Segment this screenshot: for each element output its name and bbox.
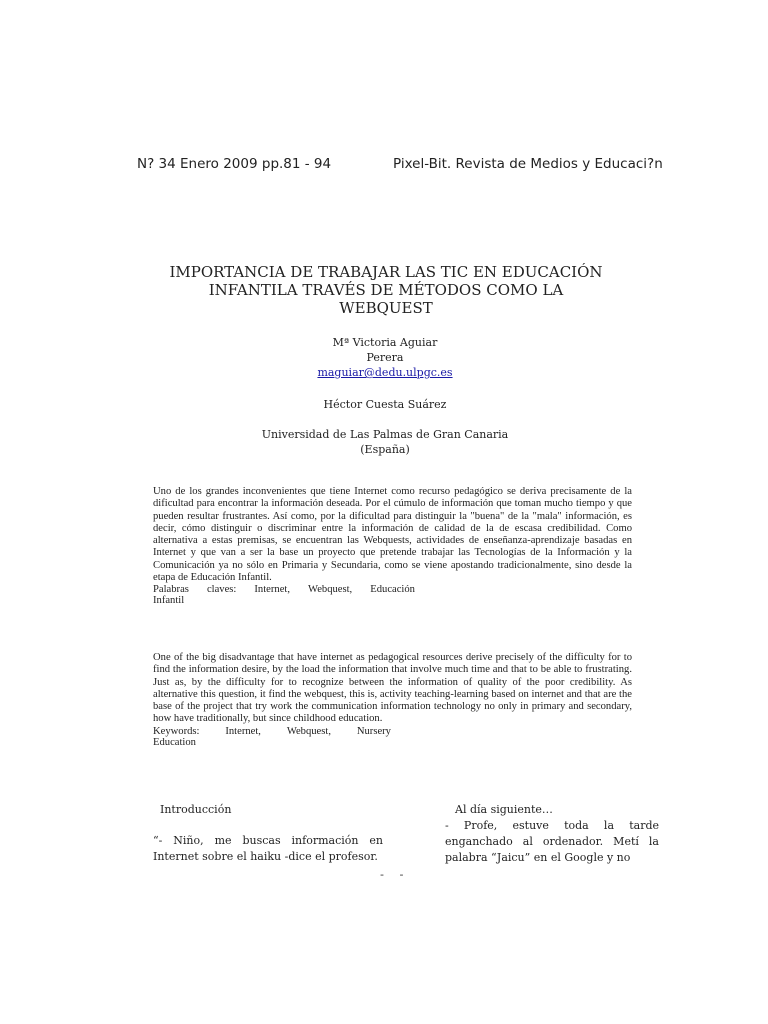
article-title: [150, 263, 622, 317]
affiliation-name: Universidad de Las Palmas de Gran Canaria: [261, 428, 509, 441]
section-heading-introduccion: Introducción: [160, 803, 232, 816]
abstract-text: Uno de los grandes inconvenientes que tiene Internet como recurso pedagógico se deriva precisamente de la dificultad para encontrar la información deseada. Por el cúmulo de información que toman mucho tiempo y que pueden resultar frustrantes. Así como, por la dificultad para distinguir la "buena" de la "mala" información, es decir, cómo distinguir o discriminar entre la información de calidad de la de escasa credibilidad. Como alternativa a estas premisas, se encuentran las Webquests, actividades de enseñanza-aprendizaje basadas en Internet y que van a ser la base un proyecto que pretende trabajar las Tecnologías de la Información y la Comunicación ya no sólo en Primaria y Secundaria, como se viene apostando tradicionalmente, sino desde la etapa de Educación Infantil.: [153, 486, 632, 584]
keyword: Webquest,: [286, 725, 331, 737]
page-footer-marks: - -: [380, 868, 410, 881]
body-text-left: “- Niño, me buscas información en Internet sobre el haiku -dice el profesor.: [153, 834, 383, 863]
body-text-right: - Profe, estuve toda la tarde enganchado al ordenador. Metí la palabra “Jaicu” en el Google y no: [445, 819, 659, 864]
keywords-row: [153, 584, 415, 595]
affiliation-country: (España): [360, 443, 410, 456]
journal-name-header: Pixel-Bit. Revista de Medios y Educaci?n: [393, 156, 663, 172]
author-block-2: [240, 397, 530, 412]
affiliation: [240, 427, 530, 457]
section-heading-al-dia-siguiente: Al día siguiente…: [455, 803, 553, 816]
keyword: Internet,: [254, 584, 290, 596]
title-line: INFANTILA TRAVÉS DE MÉTODOS COMO LA: [208, 281, 564, 299]
abstract-english: [153, 652, 632, 748]
title-line: WEBQUEST: [339, 299, 433, 317]
journal-issue-header: N? 34 Enero 2009 pp.81 - 94: [137, 156, 332, 172]
keywords-label: Keywords:: [153, 725, 200, 737]
keyword: Infantil: [153, 595, 185, 607]
author-name: Mª Victoria Aguiar: [332, 336, 438, 349]
keyword: Internet,: [225, 725, 261, 737]
author-email-link[interactable]: maguiar@dedu.ulpgc.es: [317, 366, 453, 379]
keyword: Webquest,: [308, 584, 353, 596]
abstract-spanish: [153, 486, 632, 606]
abstract-text: One of the big disadvantage that have internet as pedagogical resources derive precisely of the difficulty for to find the information desire, by the load the information that involve much time and that to be able to frustrating. Just as, by the difficulty for to recognize between the information of quality of the poor credibility. As alternative this question, it find the webquest, this is, activity teaching-learning based on internet and that are the base of the project that try work the communication information technology no only in primary and secondary, how have traditionally, but since childhood education.: [153, 652, 632, 725]
keyword: Nursery: [356, 725, 391, 737]
author-block-1: [240, 335, 530, 380]
keyword: Educación: [370, 584, 415, 596]
author-name-cont: Perera: [366, 351, 404, 364]
keywords-row: [153, 726, 391, 737]
title-line: IMPORTANCIA DE TRABAJAR LAS TIC EN EDUCACIÓN: [169, 263, 603, 281]
keywords-label-2: claves:: [206, 584, 237, 596]
keyword: Education: [153, 736, 196, 748]
keywords-label: Palabras: [153, 584, 189, 596]
author-name: Héctor Cuesta Suárez: [323, 398, 447, 411]
